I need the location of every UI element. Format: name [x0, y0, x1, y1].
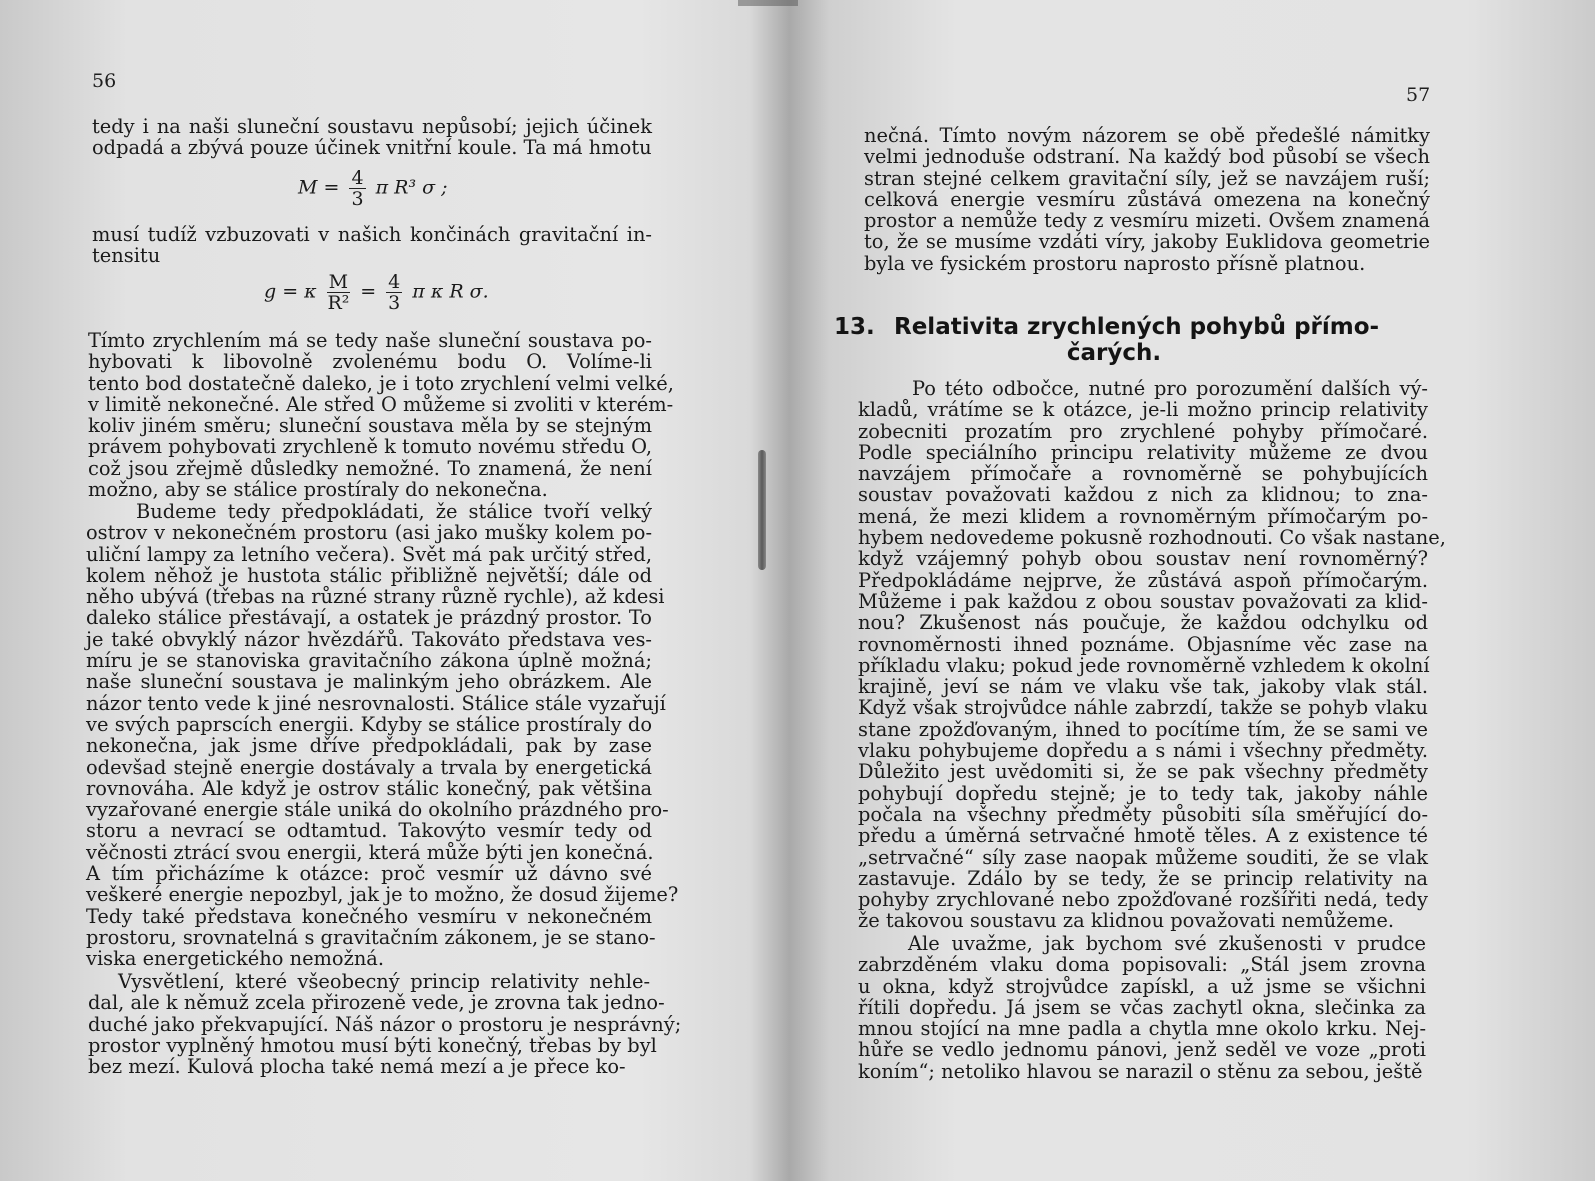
formula-intensity-rhs: π κ R σ.	[412, 280, 489, 303]
text-line: bez mezí. Kulová plocha také nemá mezí a je přece ko-	[88, 1055, 626, 1079]
left-para-4	[86, 500, 679, 971]
right-para-1	[864, 125, 1430, 274]
text-line: v limitě nekonečné. Ale střed O můžeme si zvoliti v kterém-	[88, 392, 674, 416]
text-line: celková energie vesmíru zůstává omezena na konečný	[864, 187, 1430, 211]
text-line: mnou stojící na mne padla a chytla mne okolo krku. Nej-	[858, 1017, 1426, 1041]
text-line: stane zpožďovaným, ihned to pocítíme tím, že se sami ve	[858, 717, 1428, 741]
text-line: rovnováha. Ale když je ostrov stálic konečný, pak většina	[86, 776, 652, 800]
text-line: odevšad stejně energie dostávaly a trvala by energetická	[86, 755, 652, 779]
text-line: věčnosti ztrácí svou energii, která může býti jen konečná.	[86, 840, 654, 864]
text-line: daleko stálice přestávají, a ostatek je prázdný prostor. To	[86, 606, 652, 630]
formula-mass-fraction	[349, 168, 365, 209]
formula-intensity	[264, 272, 489, 313]
text-line: Vysvětlení, které všeobecný princip relativity nehle-	[118, 970, 650, 993]
text-line: prostoru, srovnatelná s gravitačním zákonem, je se stano-	[86, 925, 656, 949]
text-line: příkladu vlaku; pokud jede rovnoměrně vzhledem k okolní	[858, 653, 1430, 677]
text-line: u okna, když strojvůdce zapískl, a už jsme se všichni	[858, 974, 1426, 998]
text-line: Důležito jest uvědomiti si, že se pak všechny předměty	[858, 760, 1428, 784]
section-heading	[834, 314, 1394, 366]
text-line: tento bod dostatečně daleko, je i toto zrychlení velmi velké,	[88, 371, 674, 395]
text-line: Předpokládáme nejprve, že zůstává aspoň přímočarým.	[858, 568, 1428, 592]
text-line: musí tudíž vzbuzovati v našich končinách gravitační in-	[92, 223, 652, 246]
text-line: duché jako překvapující. Náš názor o prostoru je nesprávný;	[88, 1012, 682, 1036]
text-line: Podle speciálního principu relativity můžeme ze dvou	[858, 440, 1428, 464]
right-para-3	[858, 933, 1426, 1082]
text-line: nou? Zkušenost nás poučuje, že každou odchylku od	[858, 611, 1428, 635]
text-line: koliv jiném směru; sluneční soustava měla by se stejným	[88, 414, 652, 438]
text-line: mená, že mezi klidem a rovnoměrným přímočarým po-	[858, 504, 1428, 528]
text-line: odpadá a zbývá pouze účinek vnitřní koule. Ta má hmotu	[92, 136, 652, 160]
formula-mass-den: 3	[351, 188, 364, 210]
text-line: hybem nedovedeme pokusně rozhodnouti. Co však nastane,	[858, 526, 1446, 550]
text-line: Ale uvažme, jak bychom své zkušenosti v prudce	[908, 932, 1426, 955]
text-line: Můžeme i pak každou z obou soustav považovati za klid-	[858, 589, 1428, 613]
formula-mass-rhs: π R³ σ ;	[375, 176, 448, 199]
text-line: „setrvačné“ síly zase naopak můžeme souditi, že se vlak	[858, 845, 1428, 869]
text-line: Po této odbočce, nutné pro porozumění dalších vý-	[912, 377, 1428, 400]
left-page	[0, 0, 770, 1181]
text-line: A tím přicházíme k otázce: proč vesmír už dávno své	[86, 862, 652, 886]
text-line: když vzájemný pohyb obou soustav není rovnoměrný?	[858, 547, 1428, 571]
text-line: krajině, jeví se nám ve vlaku vše tak, jakoby vlak stál.	[858, 675, 1428, 699]
text-line: nekonečna, jak jsme dříve předpokládali, pak by zase	[86, 734, 652, 758]
text-line: kolem něhož je hustota stálic přibližně největší; dále od	[86, 563, 652, 587]
text-line: stran stejné celkem gravitační síly, jež se navzájem ruší;	[864, 166, 1430, 190]
text-line: viska energetického nemožná.	[86, 947, 385, 971]
text-line: předu a úměrná setrvačné hmotě těles. A z existence té	[858, 824, 1428, 848]
text-line: míru je se stanoviska gravitačního zákona úplně možná;	[86, 649, 652, 673]
left-page-number: 56	[92, 70, 117, 92]
text-line: tedy i na naši sluneční soustavu nepůsobí; jejich účinek	[92, 115, 652, 138]
formula-intensity-frac2	[386, 272, 402, 313]
text-line: dal, ale k němuž zcela přirozeně vede, je zrovna tak jedno-	[88, 991, 665, 1015]
formula-intensity-lhs: g = κ	[264, 280, 317, 303]
text-line: navzájem přímočaře a rovnoměrně se pohybujících	[858, 462, 1428, 486]
text-line: že takovou soustavu za klidnou považovati nemůžeme.	[858, 909, 1394, 933]
section-heading-line2: čarých.	[1066, 340, 1162, 366]
text-line: Tedy také představa konečného vesmíru v nekonečném	[86, 904, 652, 928]
section-heading-number: 13.	[834, 314, 875, 340]
left-para-2	[92, 224, 652, 267]
text-line: to, že se musíme vzdáti víry, jakoby Euklidova geometrie	[864, 230, 1430, 254]
left-para-1	[92, 116, 652, 159]
text-line: nečná. Tímto novým názorem se obě předešlé námitky	[864, 124, 1430, 147]
text-line: něho ubývá (třebas na různé strany různě rychle), až kdesi	[86, 585, 665, 609]
text-line: je také obvyklý názor hvězdářů. Takováto představa ves-	[86, 627, 652, 651]
formula-intensity-num1: M	[328, 271, 349, 293]
text-line: Tímto zrychlením má se tedy naše sluneční soustava po-	[88, 329, 652, 352]
text-line: storu a nevrací se odtamtud. Takovýto vesmír tedy od	[86, 819, 652, 843]
text-line: byla ve fysickém prostoru naprosto přísně platnou.	[864, 251, 1366, 275]
text-line: řítili dopředu. Já jsem se včas zachytl okna, slečinka za	[858, 995, 1426, 1019]
text-line: což jsou zřejmě důsledky nemožné. To znamená, že není	[88, 456, 652, 480]
formula-intensity-den1: R²	[327, 292, 350, 314]
text-line: soustav považovati každou z nich za klidnou; to zna-	[858, 483, 1428, 507]
text-line: vlaku pohybujeme dopředu a s námi i všechny předměty.	[858, 739, 1428, 763]
text-line: názor tento vede k jiné nesrovnalosti. Stálice stále vyzařují	[86, 691, 666, 715]
right-page-number: 57	[1406, 84, 1431, 106]
text-line: rovnoměrnosti ihned poznáme. Objasníme věc zase na	[858, 632, 1428, 656]
text-line: počala na všechny předměty působiti síla směřující do-	[858, 802, 1428, 826]
formula-mass-num: 4	[351, 167, 364, 189]
text-line: naše sluneční soustava je malinkým jeho obrázkem. Ale	[86, 670, 652, 694]
text-line: Budeme tedy předpokládati, že stálice tvoří velký	[136, 500, 652, 523]
left-para-5	[88, 970, 682, 1079]
text-line: kladů, vrátíme se k otázce, je-li možno princip relativity	[858, 398, 1428, 422]
section-heading-line1: Relativita zrychlených pohybů přímo-	[894, 314, 1380, 340]
formula-intensity-frac1	[327, 272, 350, 313]
text-line: možno, aby se stálice prostíraly do nekonečna.	[88, 478, 548, 502]
text-line: ostrov v nekonečném prostoru (asi jako mušky kolem po-	[86, 521, 652, 545]
text-line: veškeré energie nepozbyl, jak je to možno, že dosud žijeme?	[86, 883, 679, 907]
text-line: zastavuje. Zdálo by se tedy, že se princip relativity na	[858, 866, 1428, 890]
text-line: uliční lampy za letního večera). Svět má pak určitý střed,	[86, 542, 652, 566]
text-line: zobecniti prozatím pro zrychlené pohyby přímočaré.	[858, 419, 1428, 443]
text-line: vyzařované energie stále uniká do okolního prázdného pro-	[86, 798, 669, 822]
text-line: pohybují dopředu stejně; je to tedy tak, jakoby náhle	[858, 781, 1428, 805]
text-line: ve svých paprscích energii. Kdyby se stálice prostíraly do	[86, 712, 652, 736]
text-line: hůře se vedlo jednomu pánovi, jenž seděl ve voze „proti	[858, 1038, 1426, 1062]
left-para-3	[88, 329, 674, 502]
text-line: Když však strojvůdce náhle zabrzdí, takže se pohyb vlaku	[858, 696, 1428, 720]
text-line: prostor a nemůže tedy z vesmíru mizeti. Ovšem znamená	[864, 209, 1430, 233]
text-line: velmi jednoduše odstraní. Na každý bod působí se všech	[864, 145, 1430, 169]
formula-mass-lhs: M =	[298, 176, 340, 199]
text-line: zabrzděném vlaku doma popisovali: „Stál jsem zrovna	[858, 953, 1426, 977]
formula-intensity-den2: 3	[388, 292, 401, 314]
text-line: právem pohybovati zrychleně k tomuto novému středu O,	[88, 435, 653, 459]
right-para-2	[858, 377, 1446, 933]
formula-intensity-eq: =	[360, 280, 377, 303]
text-line: hybovati k libovolně zvolenému bodu O. Volíme-li	[88, 350, 652, 374]
right-page	[770, 0, 1595, 1181]
text-line: tensitu	[92, 244, 161, 268]
text-line: pohyby zrychlované nebo zpožďované rozšířiti nedá, tedy	[858, 888, 1428, 912]
formula-mass	[298, 168, 448, 209]
text-line: prostor vyplněný hmotou musí býti konečný, třebas by byl	[88, 1033, 657, 1057]
formula-intensity-num2: 4	[388, 271, 401, 293]
text-line: koním“; netoliko hlavou se narazil o stěnu za sebou, ještě	[858, 1059, 1423, 1083]
